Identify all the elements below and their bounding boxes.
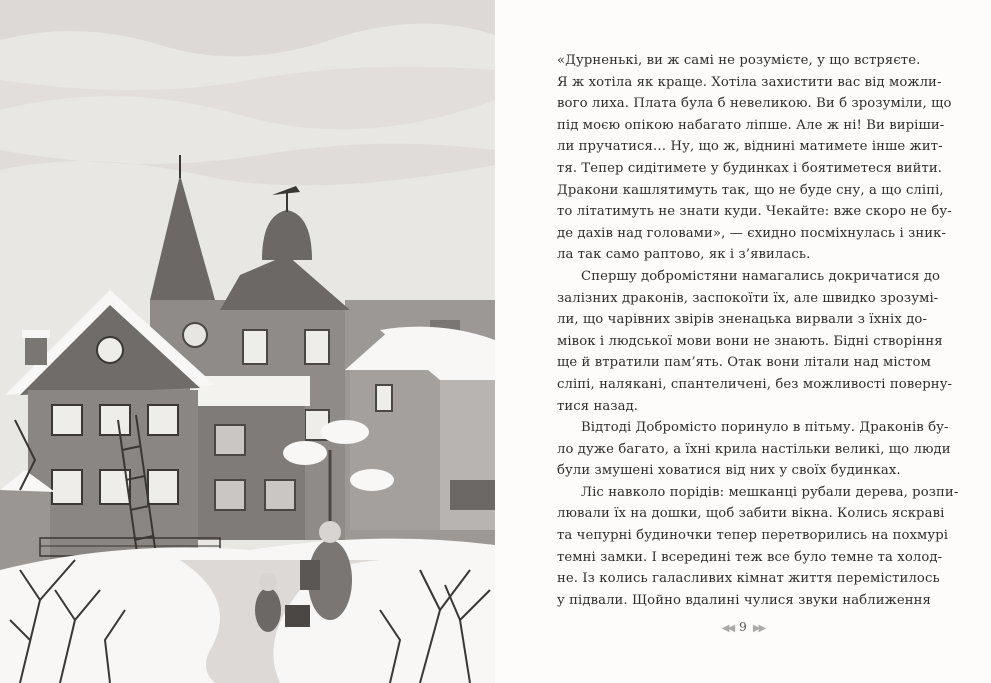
- page-number-folio: [495, 620, 991, 634]
- right-ornament-icon: ▶▶: [752, 623, 765, 634]
- text-line: у підвали. Щойно вдалині чулися звуки наближення: [557, 592, 931, 608]
- text-line: то літатимуть не знати куди. Чекайте: вже скоро не бу-: [557, 204, 952, 220]
- page-number: 9: [739, 620, 747, 634]
- text-line: ще й втратили пам’ять. Отак вони літали над містом: [557, 355, 931, 371]
- text-line: залізних драконів, заспокоїти їх, але швидко зрозумі-: [557, 290, 939, 306]
- text-line: тися назад.: [557, 398, 639, 414]
- left-ornament-icon: ◀◀: [721, 623, 734, 634]
- text-line: ли, що чарівних звірів зненацька вирвали з їхніх до-: [557, 312, 928, 328]
- text-line: та чепурні будиночки тепер перетворились на похмурі: [557, 528, 949, 544]
- text-line: були змушені ховатися від них у своїх будинках.: [557, 463, 901, 479]
- text-line: вого лиха. Плата була б невеликою. Ви б зрозуміли, що: [557, 96, 952, 112]
- text-line: Дракони кашлятимуть так, що не буде сну, а що сліпі,: [557, 182, 944, 198]
- text-line: під моєю опікою набагато ліпше. Але ж ні! Ви виріши-: [557, 117, 945, 133]
- text-line: Відтоді Добромісто поринуло в пітьму. Драконів бу-: [581, 420, 949, 436]
- paragraph: [557, 50, 953, 266]
- text-line: лювали їх на дошки, щоб забити вікна. Колись яскраві: [557, 506, 945, 522]
- text-line: темні замки. І всередині теж все було темне та холод-: [557, 549, 943, 565]
- text-line: ло дуже багато, а їхні крила настільки великі, що люди: [557, 441, 951, 457]
- text-line: де дахів над головами», — єхидно посміхнулась і зник-: [557, 225, 947, 241]
- text-line: Я ж хотіла як краще. Хотіла захистити вас від можли-: [557, 74, 942, 90]
- body-text: [557, 50, 959, 611]
- illustration-drawing: [0, 0, 495, 683]
- text-line: ли пручатися… Ну, що ж, віднині матимете інше жит-: [557, 139, 943, 155]
- text-line: Спершу добромістяни намагались докричатися до: [581, 268, 941, 284]
- text-line: не. Із колись галасливих кімнат життя перемістилось: [557, 571, 940, 587]
- text-line: сліпі, налякані, спантеличені, без можливості поверну-: [557, 376, 953, 392]
- text-line: ла так само раптово, як і з’явилась.: [557, 247, 811, 263]
- text-line: мівок і людської мови вони не знають. Бідні створіння: [557, 333, 943, 349]
- text-page: [495, 0, 991, 683]
- text-line: Ліс навколо порідів: мешканці рубали дерева, розпи-: [581, 484, 959, 500]
- paragraph: [557, 482, 959, 612]
- text-line: тя. Тепер сидітимете у будинках і боятиметеся вийти.: [557, 160, 943, 176]
- paragraph: [557, 266, 953, 417]
- paragraph: [557, 417, 953, 482]
- winter-town-illustration: [0, 0, 495, 683]
- text-line: «Дурненькі, ви ж самі не розумієте, у що встряєте.: [557, 53, 921, 68]
